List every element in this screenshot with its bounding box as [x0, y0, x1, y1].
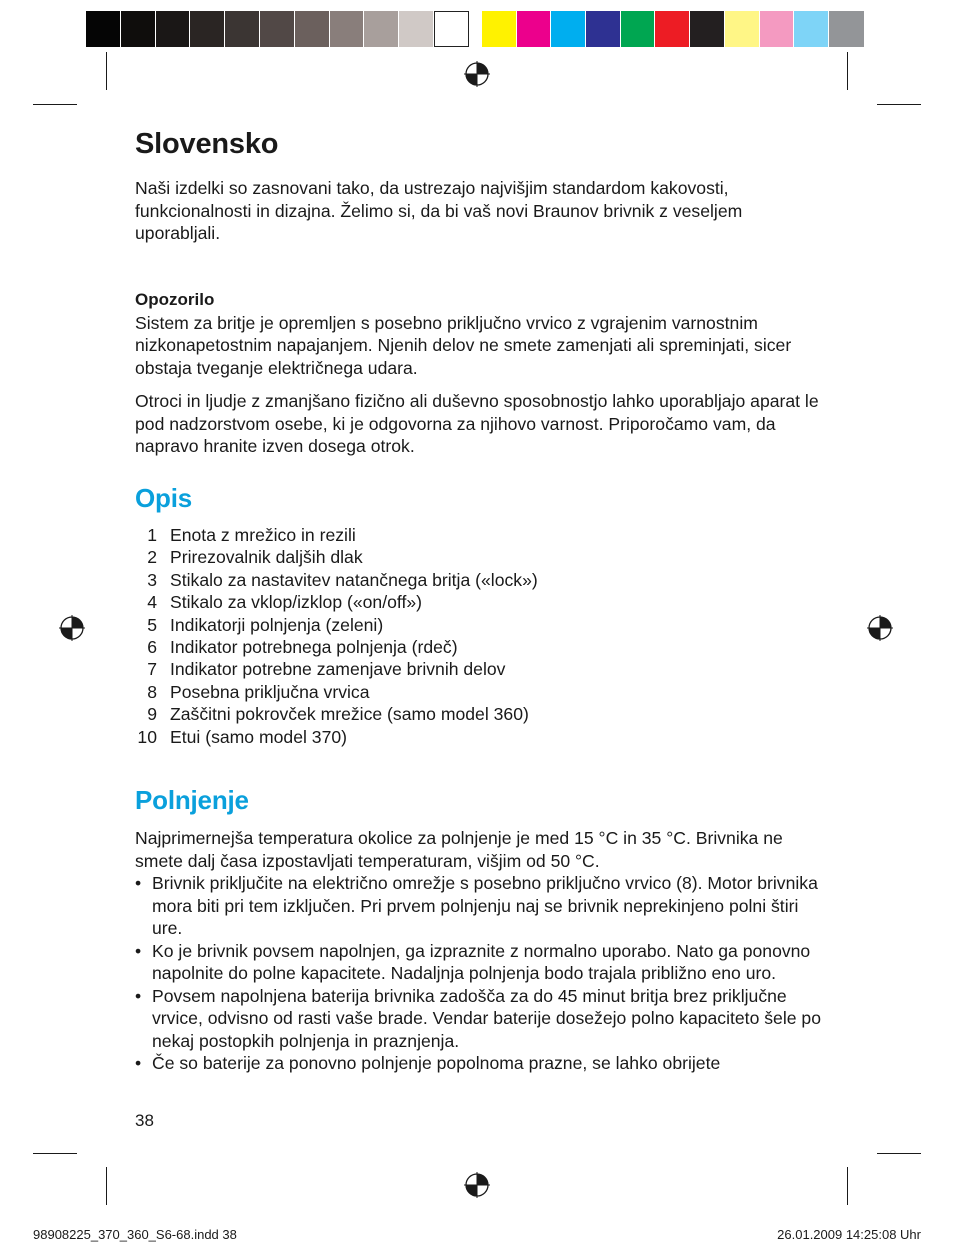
bullet-item: [135, 872, 825, 940]
list-item: [135, 546, 825, 568]
registration-mark-icon: [867, 615, 893, 641]
crop-mark: [847, 52, 848, 90]
color-swatch: [295, 11, 330, 47]
list-item-number: 3: [147, 569, 157, 590]
color-swatch: [121, 11, 156, 47]
charging-bullets: [135, 872, 825, 1075]
color-swatch: [551, 11, 586, 47]
list-item-text: Zaščitni pokrovček mrežice (samo model 360): [170, 704, 529, 725]
color-swatch: [690, 11, 725, 47]
crop-mark: [877, 104, 921, 105]
list-item-number: 6: [147, 637, 157, 658]
bullet-text: Ko je brivnik povsem napolnjen, ga izpraznite z normalno uporabo. Nato ga ponovno napolnite do polne kapacitete. Nadaljnja polnjenja bodo trajala približno eno uro.: [152, 940, 811, 983]
page-title: Slovensko: [135, 128, 279, 160]
list-item: [135, 726, 825, 748]
section-heading-polnjenje: Polnjenje: [135, 785, 249, 815]
list-item-text: Etui (samo model 370): [170, 726, 347, 747]
color-bar-process: [482, 11, 864, 47]
list-item-number: 4: [147, 592, 157, 613]
list-item: [135, 524, 825, 546]
color-swatch: [517, 11, 552, 47]
bullet-item: [135, 985, 825, 1053]
list-item-number: 8: [147, 681, 157, 702]
bullet-icon: •: [135, 940, 142, 961]
list-item-number: 9: [147, 704, 157, 725]
color-swatch: [190, 11, 225, 47]
list-item: [135, 636, 825, 658]
registration-mark-icon: [464, 61, 490, 87]
list-item-number: 1: [147, 525, 157, 545]
bullet-icon: •: [135, 985, 142, 1006]
list-item-number: 5: [147, 614, 157, 635]
list-item-text: Prirezovalnik daljših dlak: [170, 547, 363, 568]
list-item-number: 10: [137, 726, 157, 747]
list-item: [135, 614, 825, 636]
color-bar-grayscale: [86, 11, 469, 47]
list-item: [135, 658, 825, 680]
warning-paragraph: Otroci in ljudje z zmanjšano fizično ali duševno sposobnostjo lahko uporabljajo aparat le pod nadzorstvom osebe, ki je odgovorna za njihovo varnost. Priporočamo vam, da napravo hranite izven dosega otrok.: [135, 391, 819, 456]
color-swatch: [794, 11, 829, 47]
color-swatch: [621, 11, 656, 47]
crop-mark: [106, 1167, 107, 1205]
footer-timestamp: 26.01.2009 14:25:08 Uhr: [777, 1227, 921, 1242]
color-swatch: [364, 11, 399, 47]
color-swatch: [330, 11, 365, 47]
warning-section: [135, 289, 825, 458]
color-swatch: [725, 11, 760, 47]
list-item: [135, 591, 825, 613]
list-item: [135, 569, 825, 591]
list-item: [135, 703, 825, 725]
crop-mark: [106, 52, 107, 90]
list-item: [135, 681, 825, 703]
color-swatch: [586, 11, 621, 47]
color-swatch: [86, 11, 121, 47]
list-item-number: 7: [147, 659, 157, 680]
color-swatch: [260, 11, 295, 47]
list-item-text: Enota z mrežico in rezili: [170, 525, 356, 545]
crop-mark: [847, 1167, 848, 1205]
list-item-text: Indikator potrebnega polnjenja (rdeč): [170, 637, 458, 658]
color-swatch: [399, 11, 434, 47]
list-item-number: 2: [147, 547, 157, 568]
intro-paragraph: Naši izdelki so zasnovani tako, da ustrezajo najvišjim standardom kakovosti, funkcionalnosti in dizajna. Želimo si, da bi vaš novi Braunov brivnik z veseljem uporabljali.: [135, 178, 743, 243]
crop-mark: [33, 1153, 77, 1154]
section-heading-opis: Opis: [135, 483, 192, 513]
color-swatch: [760, 11, 795, 47]
bullet-item: [135, 940, 825, 985]
color-swatch: [156, 11, 191, 47]
list-item-text: Stikalo za nastavitev natančnega britja («lock»): [170, 569, 538, 590]
crop-mark: [33, 104, 77, 105]
registration-mark-icon: [59, 615, 85, 641]
footer-filename: 98908225_370_360_S6-68.indd 38: [33, 1227, 237, 1242]
warning-paragraph: Sistem za britje je opremljen s posebno priključno vrvico z vgrajenim varnostnim nizkonapetostnim napajanjem. Njenih delov ne smete zamenjati ali spreminjati, sicer obstaja tveganje električnega udara.: [135, 312, 792, 378]
bullet-text: Če so baterije za ponovno polnjenje popolnoma prazne, se lahko obrijete: [152, 1053, 721, 1073]
bullet-icon: •: [135, 873, 142, 893]
charging-section: [135, 827, 825, 1075]
bullet-icon: •: [135, 1053, 142, 1073]
charging-intro: Najprimernejša temperatura okolice za polnjenje je med 15 °C in 35 °C. Brivnika ne smete dalj časa izpostavljati temperaturam, višjim od 50 °C.: [135, 828, 783, 871]
registration-mark-icon: [464, 1172, 490, 1198]
list-item-text: Posebna priključna vrvica: [170, 681, 370, 702]
warning-title: Opozorilo: [135, 290, 215, 309]
parts-list: [135, 524, 825, 748]
color-swatch: [655, 11, 690, 47]
color-swatch: [482, 11, 517, 47]
color-swatch: [225, 11, 260, 47]
color-swatch: [434, 11, 469, 47]
page-number: 38: [135, 1111, 154, 1130]
bullet-text: Brivnik priključite na električno omrežje s posebno priključno vrvico (8). Motor brivnika mora biti pri tem izključen. Pri prvem polnjenju naj se brivnik neprekinjeno polni štiri ure.: [152, 873, 818, 938]
list-item-text: Indikator potrebne zamenjave brivnih delov: [170, 659, 506, 680]
bullet-text: Povsem napolnjena baterija brivnika zadošča za do 45 minut britja brez priključne vrvice, odvisno od rasti vaše brade. Vendar baterije dosežejo polno kapaciteto šele po nekaj postopkih polnjenja in praznjenja.: [152, 985, 821, 1051]
color-swatch: [829, 11, 864, 47]
list-item-text: Indikatorji polnjenja (zeleni): [170, 614, 384, 635]
crop-mark: [877, 1153, 921, 1154]
bullet-item: [135, 1052, 825, 1075]
list-item-text: Stikalo za vklop/izklop («on/off»): [170, 592, 422, 613]
